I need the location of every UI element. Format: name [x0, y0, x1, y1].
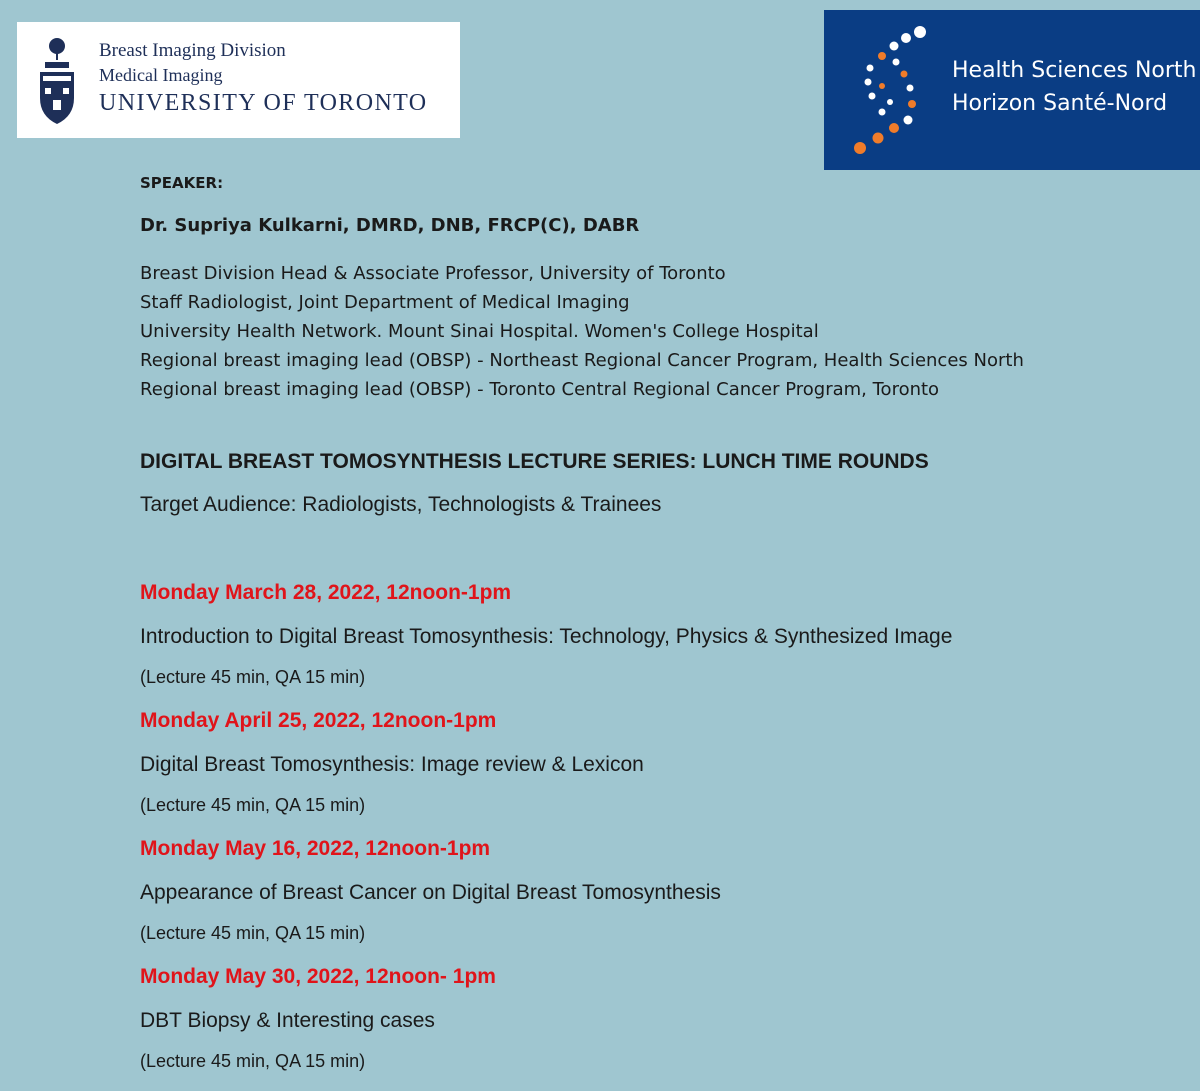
lecture-duration: (Lecture 45 min, QA 15 min) — [140, 1051, 366, 1071]
affiliation-line: Regional breast imaging lead (OBSP) - Northeast Regional Cancer Program, Health Sciences North — [140, 350, 1024, 371]
lecture-date: Monday March 28, 2022, 12noon-1pm — [140, 581, 512, 604]
lecture-date: Monday May 16, 2022, 12noon-1pm — [140, 837, 491, 860]
affiliation-line: Breast Division Head & Associate Professor, University of Toronto — [140, 263, 726, 284]
lecture-4 — [140, 962, 496, 1074]
lecture-2 — [140, 706, 644, 818]
lecture-duration: (Lecture 45 min, QA 15 min) — [140, 795, 366, 815]
lecture-duration: (Lecture 45 min, QA 15 min) — [140, 667, 366, 687]
speaker-label: SPEAKER: — [140, 174, 224, 192]
series-title: DIGITAL BREAST TOMOSYNTHESIS LECTURE SERIES: LUNCH TIME ROUNDS — [140, 450, 929, 473]
hsn-logo — [824, 10, 1200, 170]
lecture-topic: Appearance of Breast Cancer on Digital Breast Tomosynthesis — [140, 881, 721, 904]
uoft-division-name: Breast Imaging Division — [99, 40, 286, 61]
affiliation-line: Staff Radiologist, Joint Department of Medical Imaging — [140, 292, 630, 313]
lecture-topic: Digital Breast Tomosynthesis: Image review & Lexicon — [140, 753, 644, 776]
uoft-logo — [17, 22, 460, 138]
hsn-name-french: Horizon Santé-Nord — [952, 91, 1168, 116]
hsn-name-english: Health Sciences North — [952, 58, 1197, 83]
lecture-3 — [140, 834, 721, 946]
affiliation-line: Regional breast imaging lead (OBSP) - Toronto Central Regional Cancer Program, Toronto — [140, 379, 940, 400]
uoft-university-name: UNIVERSITY OF TORONTO — [99, 90, 428, 116]
uoft-crest-icon — [37, 36, 77, 126]
lecture-date: Monday April 25, 2022, 12noon-1pm — [140, 709, 497, 732]
uoft-department-name: Medical Imaging — [99, 65, 223, 85]
hsn-dots-icon — [846, 24, 936, 159]
affiliation-line: University Health Network. Mount Sinai Hospital. Women's College Hospital — [140, 321, 819, 342]
lecture-topic: Introduction to Digital Breast Tomosynthesis: Technology, Physics & Synthesized Image — [140, 625, 953, 648]
target-audience: Target Audience: Radiologists, Technologists & Trainees — [140, 493, 662, 516]
lecture-1 — [140, 578, 952, 690]
speaker-name: Dr. Supriya Kulkarni, DMRD, DNB, FRCP(C), DABR — [140, 215, 640, 236]
lecture-topic: DBT Biopsy & Interesting cases — [140, 1009, 435, 1032]
lecture-date: Monday May 30, 2022, 12noon- 1pm — [140, 965, 496, 988]
speaker-affiliations — [140, 259, 1024, 404]
lecture-duration: (Lecture 45 min, QA 15 min) — [140, 923, 366, 943]
